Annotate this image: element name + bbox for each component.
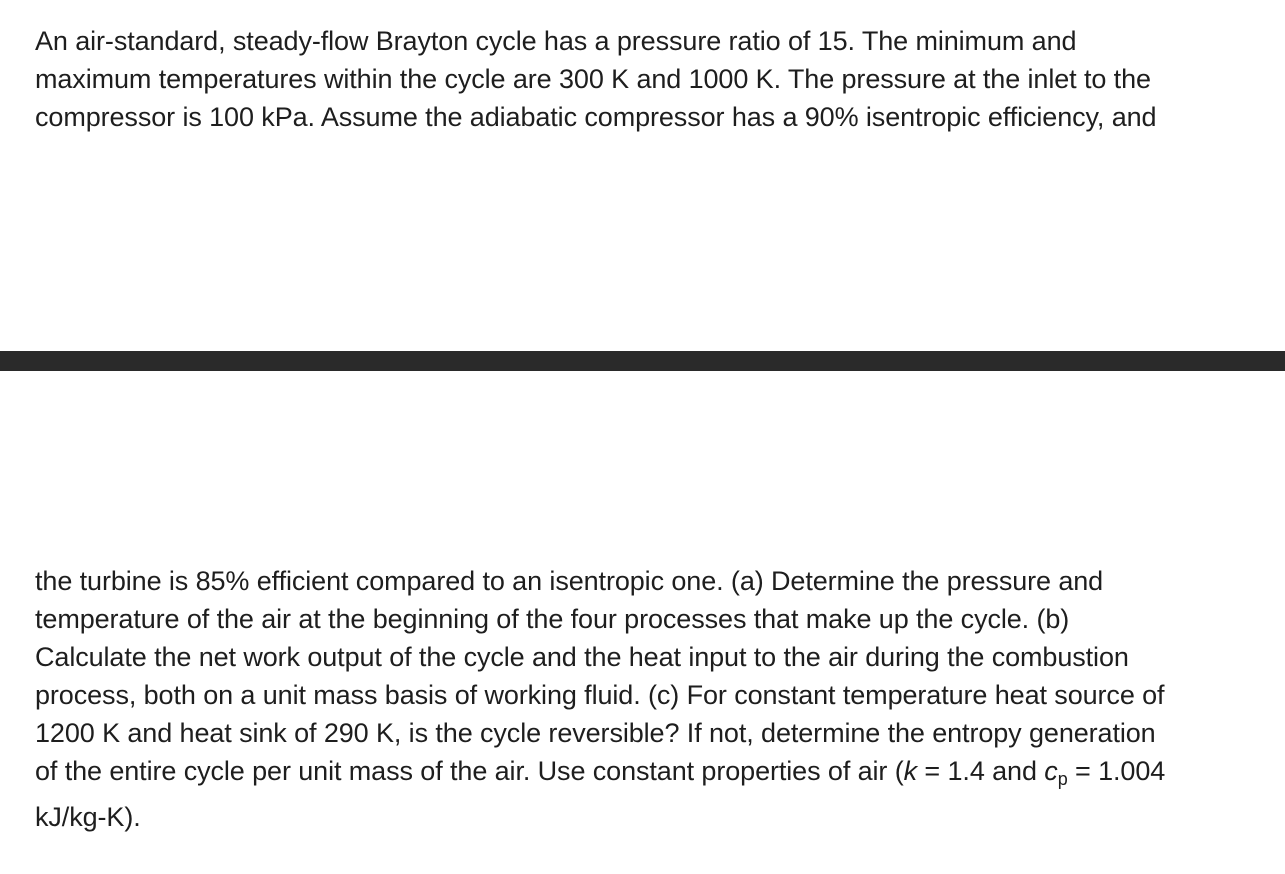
k-symbol: k bbox=[903, 756, 918, 786]
text-line: An air-standard, steady-flow Brayton cycle has a pressure ratio of 15. The minimum and bbox=[35, 26, 1077, 56]
text-line: compressor is 100 kPa. Assume the adiabatic compressor has a 90% isentropic efficiency, and bbox=[35, 102, 1157, 132]
page-divider-bar bbox=[0, 351, 1285, 371]
problem-text-part-2 bbox=[35, 562, 1275, 836]
text-line: Calculate the net work output of the cycle and the heat input to the air during the combustion bbox=[35, 642, 1129, 672]
text-segment: = 1.004 bbox=[1067, 756, 1166, 786]
cp-symbol: c bbox=[1044, 756, 1058, 786]
text-line-properties bbox=[35, 752, 1275, 798]
cp-subscript: p bbox=[1057, 769, 1068, 789]
problem-text-part-1 bbox=[35, 22, 1275, 136]
text-line: 1200 K and heat sink of 290 K, is the cycle reversible? If not, determine the entropy generation bbox=[35, 718, 1156, 748]
text-segment: = 1.4 and bbox=[917, 756, 1045, 786]
text-line: process, both on a unit mass basis of working fluid. (c) For constant temperature heat source of bbox=[35, 680, 1165, 710]
text-line: temperature of the air at the beginning of the four processes that make up the cycle. (b) bbox=[35, 604, 1070, 634]
text-line: maximum temperatures within the cycle are 300 K and 1000 K. The pressure at the inlet to the bbox=[35, 64, 1151, 94]
text-line: the turbine is 85% efficient compared to an isentropic one. (a) Determine the pressure and bbox=[35, 566, 1104, 596]
text-segment: of the entire cycle per unit mass of the air. Use constant properties of air ( bbox=[35, 756, 904, 786]
text-line: kJ/kg-K). bbox=[35, 802, 141, 832]
